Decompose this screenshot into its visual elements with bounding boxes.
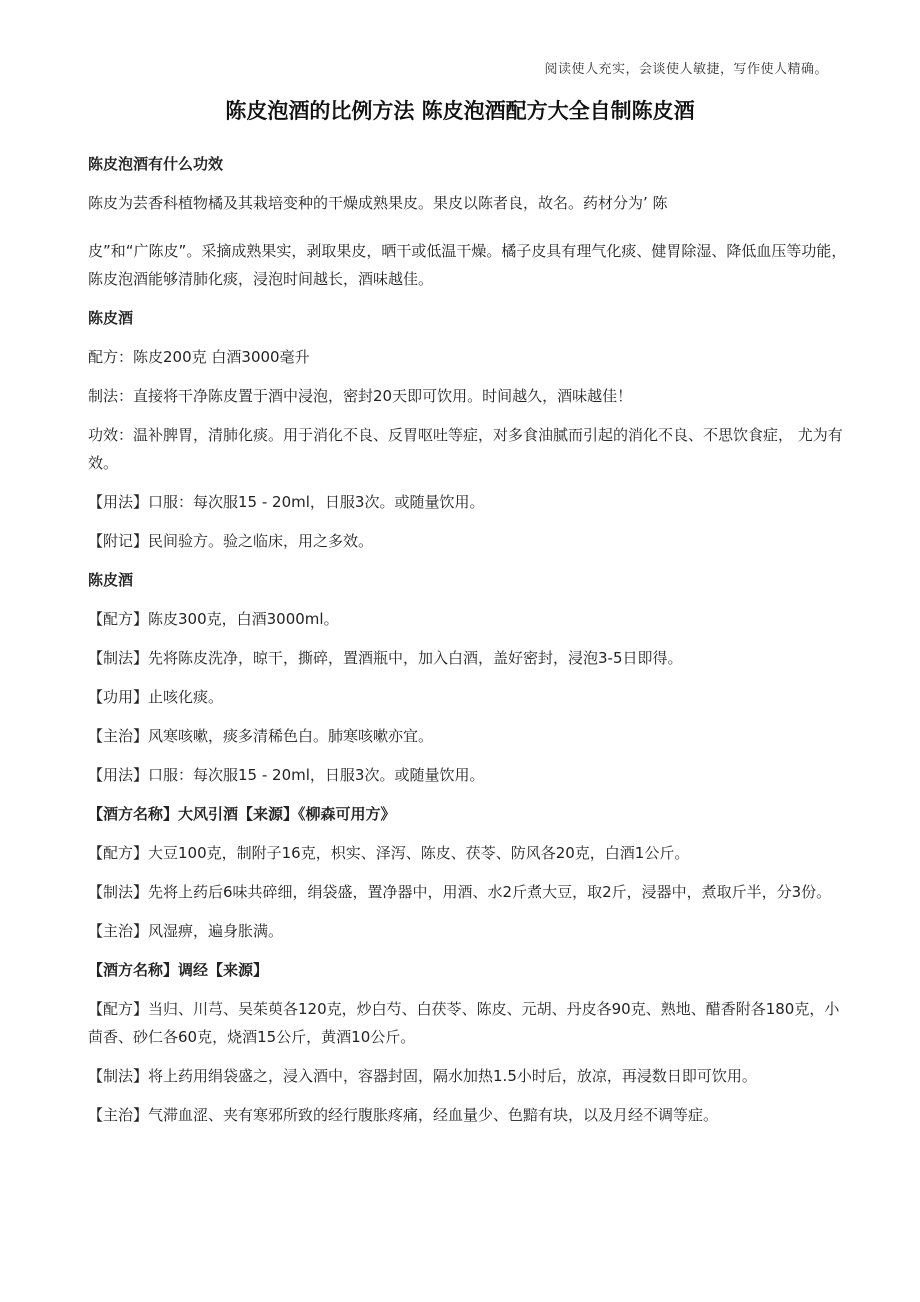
paragraph: 【主治】气滞血涩、夹有寒邪所致的经行腹胀疼痛，经血量少、色黯有块，以及月经不调等症。	[88, 1106, 719, 1124]
header-quote: 阅读使人充实，会谈使人敏捷，写作使人精确。	[544, 62, 828, 77]
document-body	[88, 150, 848, 1140]
paragraph: 【主治】风湿痹，遍身胀满。	[88, 922, 284, 940]
paragraph: 陈皮为芸香科植物橘及其栽培变种的干燥成熟果皮。果皮以陈者良，故名。药材分为’ 陈	[88, 194, 668, 212]
paragraph: 【配方】陈皮300克，白酒3000ml。	[88, 610, 339, 628]
section-heading: 陈皮泡酒有什么功效	[88, 155, 224, 173]
paragraph: 皮”和“广陈皮”。采摘成熟果实，剥取果皮，晒干或低温干燥。橘子皮具有理气化痰、健胃除湿、降低血压等功能，陈皮泡酒能够清肺化痰，浸泡时间越长，酒味越佳。	[88, 242, 847, 288]
paragraph: 【制法】先将上药后6味共碎细，绢袋盛，置净器中，用酒、水2斤煮大豆，取2斤，浸器中，煮取斤半，分3份。	[88, 883, 832, 901]
section-heading: 【酒方名称】大风引酒【来源】《柳森可用方》	[88, 805, 396, 823]
paragraph: 配方：陈皮200克 白酒3000毫升	[88, 348, 310, 366]
paragraph: 【制法】将上药用绢袋盛之，浸入酒中，容器封固，隔水加热1.5小时后，放凉，再浸数日即可饮用。	[88, 1067, 757, 1085]
paragraph: 【功用】止咳化痰。	[88, 688, 224, 706]
paragraph: 【配方】当归、川芎、吴茱萸各120克，炒白芍、白茯苓、陈皮、元胡、丹皮各90克、熟地、醋香附各180克，小茴香、砂仁各60克，烧酒15公斤，黄酒10公斤。	[88, 1000, 840, 1046]
paragraph: 【主治】风寒咳嗽，痰多清稀色白。肺寒咳嗽亦宜。	[88, 727, 434, 745]
section-heading: 陈皮酒	[88, 309, 134, 327]
section-heading: 陈皮酒	[88, 571, 134, 589]
paragraph: 【用法】口服：每次服15 - 20ml，日服3次。或随量饮用。	[88, 493, 485, 511]
paragraph: 【制法】先将陈皮洗净，晾干，撕碎，置酒瓶中，加入白酒，盖好密封，浸泡3-5日即得。	[88, 649, 683, 667]
page-title: 陈皮泡酒的比例方法 陈皮泡酒配方大全自制陈皮酒	[225, 99, 695, 123]
paragraph: 【附记】民间验方。验之临床，用之多效。	[88, 532, 374, 550]
paragraph: 制法：直接将干净陈皮置于酒中浸泡，密封20天即可饮用。时间越久，酒味越佳！	[88, 387, 633, 405]
section-heading: 【酒方名称】调经【来源】	[88, 961, 269, 979]
paragraph: 【配方】大豆100克，制附子16克，枳实、泽泻、陈皮、茯苓、防风各20克，白酒1公斤。	[88, 844, 690, 862]
paragraph: 功效：温补脾胃，清肺化痰。用于消化不良、反胃呕吐等症，对多食油腻而引起的消化不良、不思饮食症， 尤为有效。	[88, 426, 843, 472]
paragraph: 【用法】口服：每次服15 - 20ml，日服3次。或随量饮用。	[88, 766, 485, 784]
